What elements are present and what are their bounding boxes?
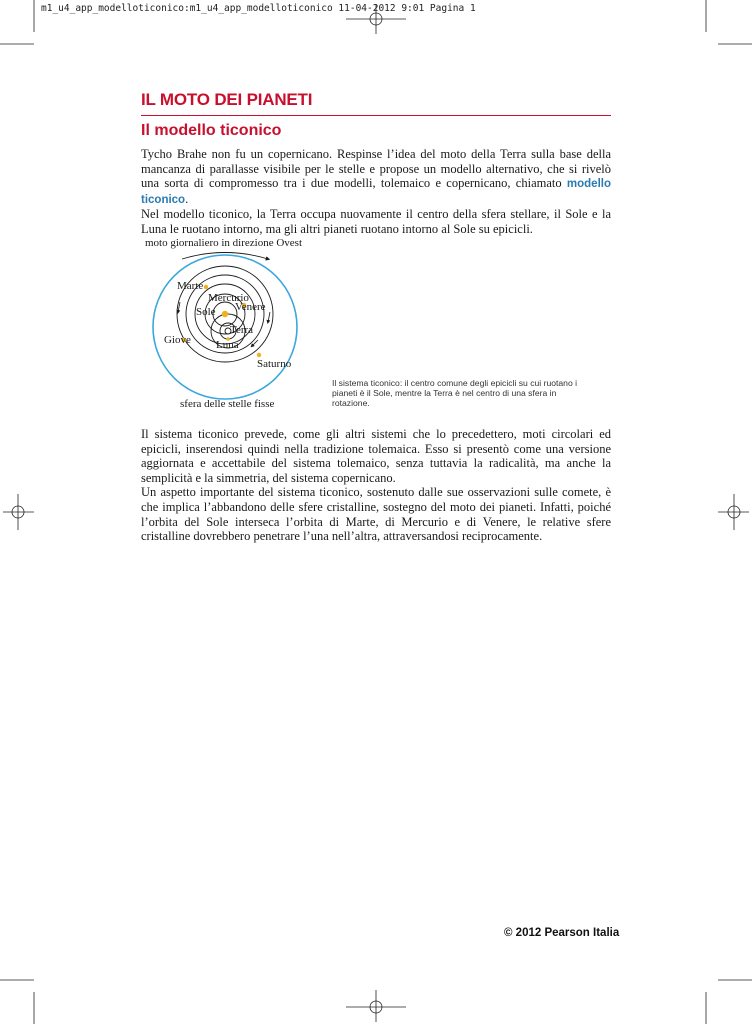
label-luna: Luna	[216, 339, 239, 351]
fixed-stars-sphere	[153, 255, 297, 399]
sun-marker	[222, 311, 228, 317]
saturn-marker	[257, 353, 261, 357]
intro-text: Tycho Brahe non fu un copernicano. Respinse l’idea del moto della Terra sulla base della mancanza di parallasse visibile per le stelle e propose un modello alternativo, che si rivelò una sorta di compromesso tra i due modelli, tolemaico e copernicano, chiamato	[141, 147, 611, 191]
registration-mark-left	[3, 494, 34, 530]
section-title: IL MOTO DEI PIANETI	[141, 90, 313, 109]
title-rule	[141, 115, 611, 116]
tychonic-diagram	[140, 232, 315, 412]
body-paragraph	[141, 427, 611, 544]
label-giove: Giove	[164, 334, 191, 346]
label-venere: Venere	[235, 301, 266, 313]
print-slug: m1_u4_app_modelloticonico:m1_u4_app_modelloticonico 11-04-2012 9:01 Pagina 1	[41, 3, 476, 14]
diagram-top-label: moto giornaliero in direzione Ovest	[145, 237, 303, 249]
registration-mark-bottom	[346, 990, 406, 1022]
label-saturno: Saturno	[257, 358, 292, 370]
diagram-bottom-label: sfera delle stelle fisse	[180, 398, 275, 410]
registration-mark-top	[346, 4, 406, 34]
copyright: © 2012 Pearson Italia	[504, 927, 620, 939]
intro-paragraph	[141, 147, 611, 237]
label-mercurio: Mercurio	[208, 292, 249, 304]
body-text-1: Il sistema ticonico prevede, come gli altri sistemi che lo precedettero, moti circolari ed epicicli, inserendosi quindi nella tradizione tolemaica. Esso si presentò come una versione aggiornata e accettabile del sistema tolemaico, senza tuttavia la radicalità, ma anche la semplicità e la simmetria, del sistema copernicano.	[141, 427, 611, 485]
subtitle: Il modello ticonico	[141, 122, 282, 139]
label-sole: Sole	[196, 306, 216, 318]
figure-caption: Il sistema ticonico: il centro comune degli epicicli su cui ruotano i pianeti è il Sole, mentre la Terra è nel centro di una sfera in rotazione.	[332, 378, 578, 409]
label-terra: Terra	[230, 324, 254, 336]
intro-text-2: Nel modello ticonico, la Terra occupa nuovamente il centro della sfera stellare, il Sole e la Luna le ruotano intorno, ma gli altri pianeti ruotano intorno al Sole su epicicli.	[141, 207, 611, 236]
body-text-2: Un aspetto importante del sistema ticonico, sostenuto dalle sue osservazioni sulle comete, è che implica l’abbandono delle sfere cristalline, sostegno del moto dei pianeti. Infatti, poiché l’orbita del Sole interseca l’orbita di Marte, di Mercurio e di Venere, le relative sfere cristalline dovrebbero penetrare l’una nell’altra, attraversandosi reciprocamente.	[141, 485, 611, 544]
key-term: modello ticonico	[141, 178, 611, 206]
registration-mark-right	[718, 494, 749, 530]
label-marte: Marte	[177, 280, 204, 292]
mars-marker	[204, 285, 208, 289]
intro-text-end: .	[185, 191, 189, 206]
